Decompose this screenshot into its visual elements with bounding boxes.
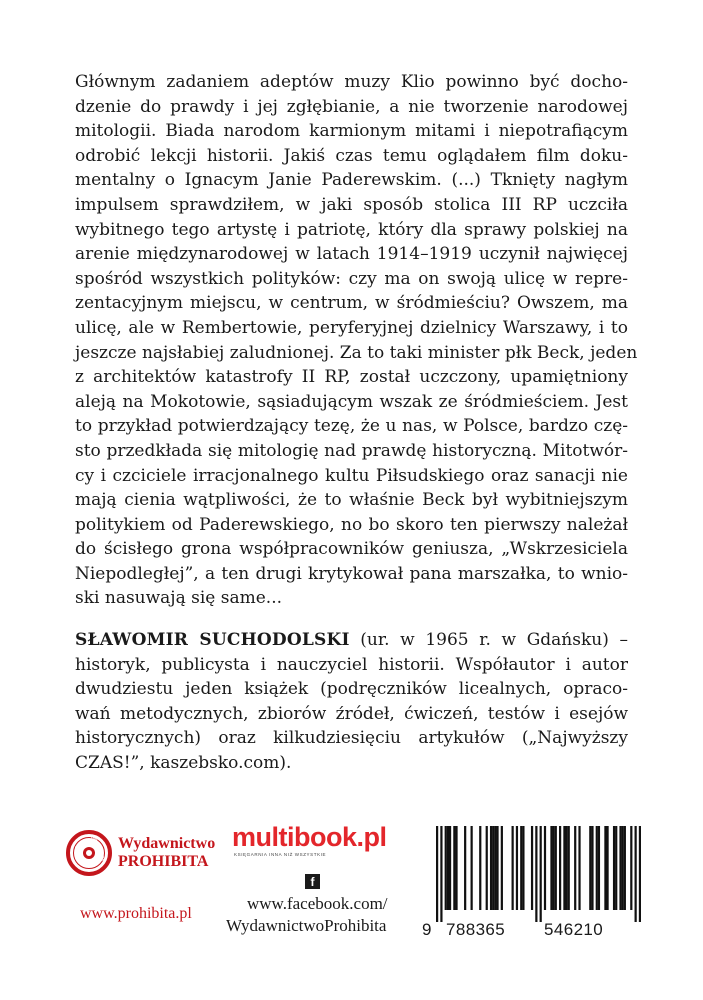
barcode-bar [553, 826, 555, 910]
facebook-address [226, 893, 426, 937]
barcode-bar [501, 826, 503, 910]
barcode-group-left: 788365 [446, 920, 506, 939]
barcode-bar [449, 826, 451, 910]
blurb-line: mają cienia wątpliwości, że to właśnie Beck był wybitniejszym [75, 490, 628, 511]
blurb-line: zentacyjnym miejscu, w centrum, w śródmieściu? Owszem, ma [75, 293, 628, 314]
publisher-name-line1: Wydawnictwo [118, 835, 216, 852]
bio-line: historycznych) oraz kilkudziesięciu artykułów („Najwyższy [75, 728, 628, 749]
barcode-bar [516, 826, 518, 910]
bio-line: historyk, publicysta i nauczyciel historii. Współautor i autor [75, 654, 628, 675]
author-name: SŁAWOMIR SUCHODOLSKI [75, 630, 350, 650]
barcode-bar [559, 826, 561, 910]
barcode-bar [479, 826, 481, 910]
barcode-bar [447, 826, 449, 910]
barcode-bar [639, 826, 641, 922]
blurb-line: mentalny o Ignacym Janie Paderewskim. (...) Tknięty nagłym [75, 170, 628, 191]
blurb-line: spośród wszystkich polityków: czy ma on swoją ulicę w repre- [75, 268, 628, 289]
svg-text:HIB: HIB [90, 834, 99, 842]
barcode-bar [490, 826, 492, 910]
isbn-barcode [422, 826, 641, 950]
barcode-bar [522, 826, 524, 910]
facebook-icon: f [305, 874, 320, 889]
barcode-bar [568, 826, 570, 910]
barcode-bar [445, 826, 447, 910]
prohibita-seal-icon [66, 830, 112, 876]
barcode-bar [589, 826, 591, 910]
author-bio-first-line [75, 628, 628, 653]
blurb-line: jeszcze najsłabiej zaludnionej. Za to taki minister płk Beck, jeden [75, 342, 638, 363]
barcode-bar [550, 826, 552, 910]
blurb-line: odrobić lekcji historii. Jakiś czas temu oglądałem film doku- [75, 145, 628, 166]
blurb-line: do ścisłego grona współpracowników geniusza, „Wskrzesiciela [75, 539, 628, 560]
barcode-bar [565, 826, 567, 910]
barcode-bar [464, 826, 466, 910]
barcode-bar [606, 826, 608, 910]
barcode-bar [613, 826, 615, 910]
bio-line: wań metodycznych, zbiorów źródeł, ćwiczeń, testów i esejów [75, 703, 628, 724]
blurb-line: arenie międzynarodowej w latach 1914–1919 uczynił najwięcej [75, 244, 628, 265]
barcode-bar [540, 826, 542, 922]
author-birth-info: (ur. w 1965 r. w Gdańsku) – [349, 630, 628, 650]
facebook-address-line1: www.facebook.com/ [247, 894, 388, 913]
barcode-bar [624, 826, 626, 910]
barcode-bar [436, 826, 438, 922]
blurb-line: ski nasuwają się same... [75, 588, 282, 609]
barcode-bar [574, 826, 576, 910]
blurb-line: z architektów katastrofy II RP, został uczczony, upamiętniony [75, 367, 628, 388]
bio-line: dwudziestu jeden książek (podręczników licealnych, opraco- [75, 679, 628, 700]
multibook-name: multibook.pl [232, 822, 387, 852]
barcode-bar [578, 826, 580, 910]
blurb-line: impulsem sprawdziłem, w jaki sposób stolica III RP uczciła [75, 194, 628, 215]
barcode-bar [598, 826, 600, 910]
publisher-name [118, 835, 215, 871]
barcode-bar [619, 826, 621, 910]
barcode-bar [455, 826, 457, 910]
blurb-line: Głównym zadaniem adeptów muzy Klio powinno być docho- [75, 72, 628, 92]
barcode-group-right: 546210 [544, 920, 604, 939]
barcode-bar [471, 826, 473, 910]
barcode-bar [531, 826, 533, 910]
barcode-bar [453, 826, 455, 910]
blurb-line: ulicę, ale w Rembertowie, peryferyjnej dzielnicy Warszawy, i to [75, 317, 628, 338]
publisher-website: www.prohibita.pl [80, 905, 192, 922]
barcode-bar [544, 826, 546, 910]
blurb-line: wybitnego tego artystę i patriotę, który dla sprawy polskiej na [75, 219, 628, 240]
blurb-line: politykiem od Paderewskiego, no bo skoro ten pierwszy należał [75, 514, 628, 535]
blurb-line: mitologii. Biada narodom karmionym mitami i niepotrafiącym [75, 121, 628, 142]
barcode-bar [496, 826, 498, 910]
author-bio [75, 628, 628, 776]
barcode-bar [535, 826, 537, 922]
book-blurb [75, 70, 638, 611]
barcode-bar [622, 826, 624, 910]
barcode-bar [615, 826, 617, 910]
barcode-bar [604, 826, 606, 910]
publisher-name-line2: PROHIBITA [118, 853, 209, 870]
multibook-tagline: KSIĘGARNIA INNA NIŻ WSZYSTKIE [234, 852, 327, 857]
barcode-bar [555, 826, 557, 910]
barcode-bar [596, 826, 598, 910]
blurb-line: aleją na Mokotowie, sąsiadującym wszak ze śródmieściem. Jest [75, 391, 628, 412]
barcode-bar [630, 826, 632, 910]
blurb-line: Niepodległej”, a ten drugi krytykował pana marszałka, to wnio- [75, 563, 628, 584]
svg-text:ITA: ITA [99, 854, 106, 862]
blurb-line: dzenie do prawdy i jej zgłębianie, a nie tworzenie narodowej [75, 96, 628, 117]
barcode-bar [520, 826, 522, 910]
facebook-address-line2: WydawnictwoProhibita [226, 916, 387, 935]
blurb-line: cy i czciciele irracjonalnego kultu Piłsudskiego oraz sanacji nie [75, 465, 628, 486]
barcode-bar [635, 826, 637, 922]
barcode-bar [512, 826, 514, 910]
barcode-bar [492, 826, 494, 910]
publisher-logo [66, 830, 215, 876]
barcode-bar [563, 826, 565, 910]
blurb-line: to przykład potwierdzający tezę, że u nas, w Polsce, bardzo czę- [75, 416, 628, 437]
barcode-bar [494, 826, 496, 910]
svg-text:PRO: PRO [73, 840, 84, 850]
barcode-first-digit: 9 [422, 920, 432, 939]
barcode-bar [440, 826, 442, 922]
blurb-line: sto przedkłada się mitologię nad prawdę historyczną. Mitotwór- [75, 440, 628, 461]
barcode-bar [591, 826, 593, 910]
barcode-bar [486, 826, 488, 910]
multibook-logo [232, 822, 386, 857]
barcode-bars [422, 826, 641, 922]
bio-line: CZAS!”, kaszebsko.com). [75, 752, 292, 773]
